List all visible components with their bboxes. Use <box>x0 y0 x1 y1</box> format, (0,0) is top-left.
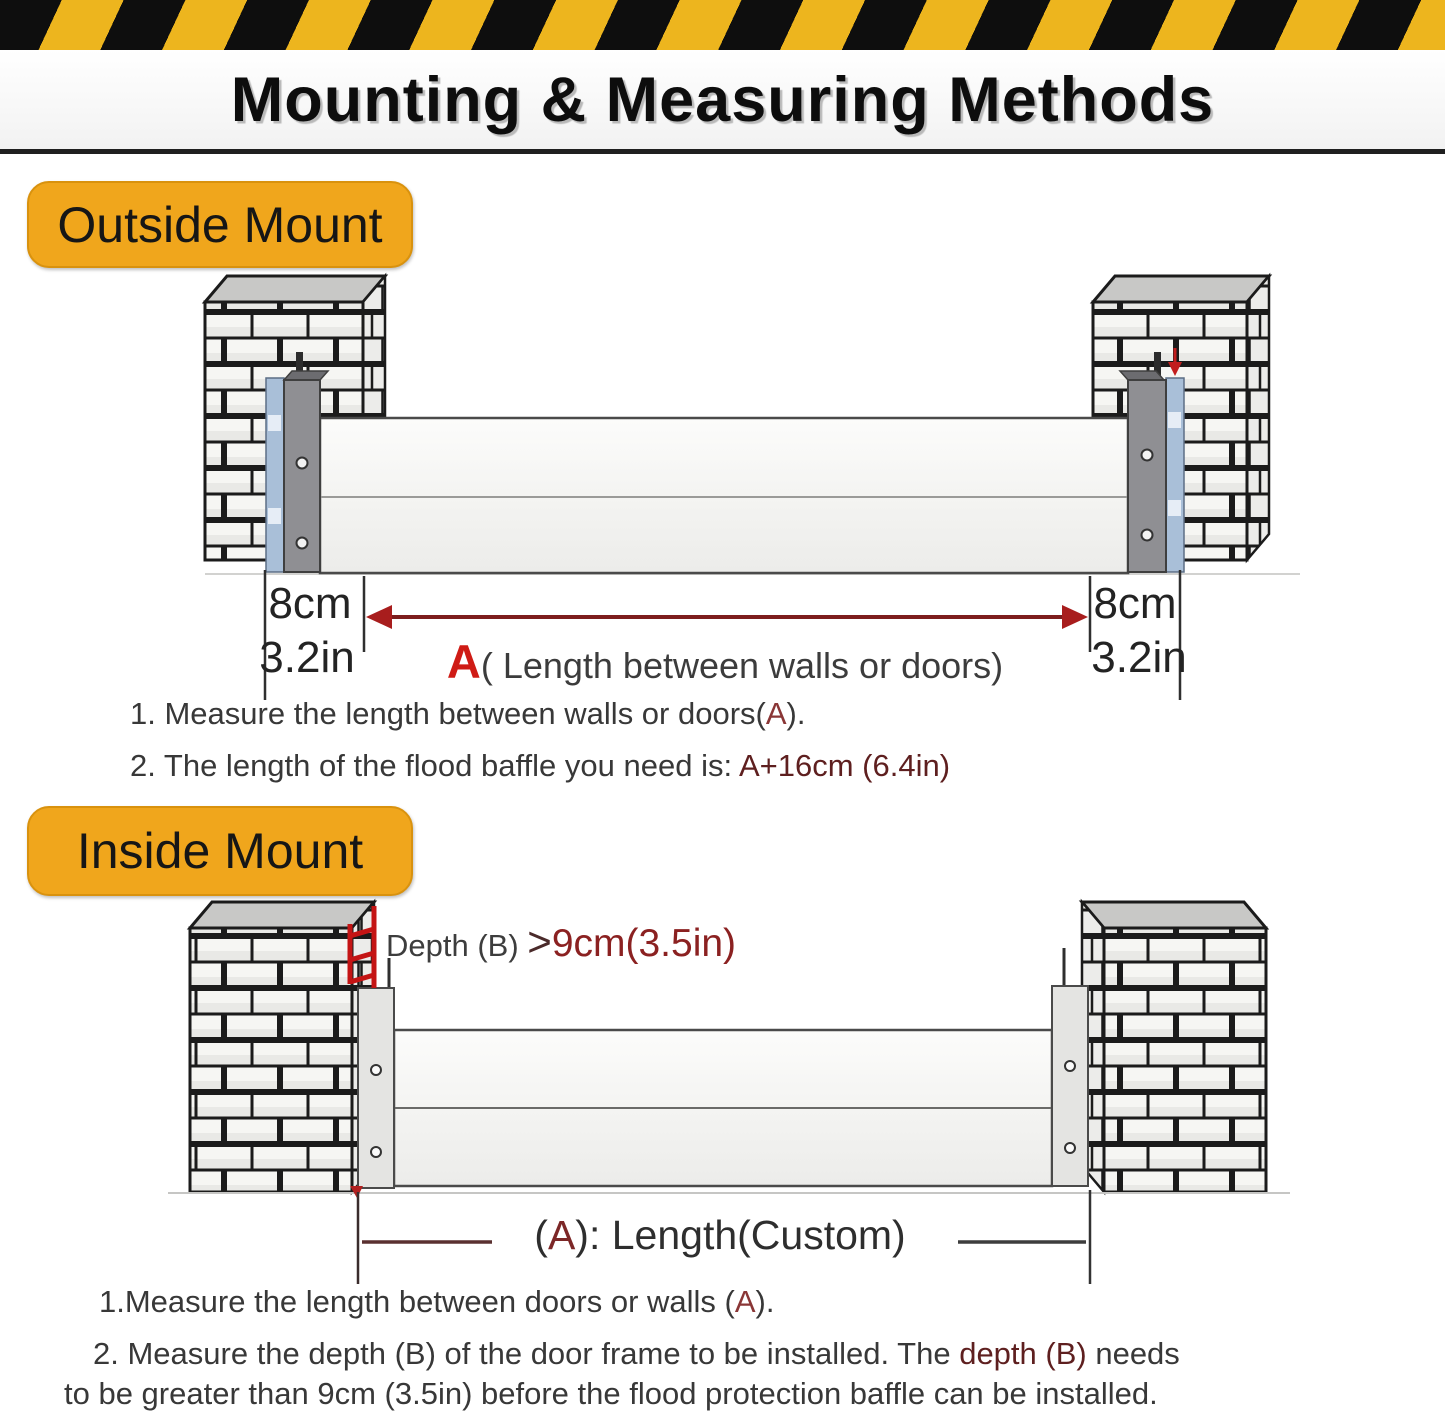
outside-step-1-text: 1. Measure the length between walls or doors( <box>130 696 766 731</box>
inside-mount-badge-label: Inside Mount <box>76 823 364 879</box>
screw-hole <box>1065 1061 1075 1071</box>
barrier-panel <box>320 418 1128 573</box>
screw-hole <box>297 458 308 469</box>
page-title: Mounting & Measuring Methods <box>230 64 1215 135</box>
outside-left-hardware <box>266 352 328 572</box>
screw-hole <box>1142 530 1153 541</box>
left-offset-inch: 3.2in <box>259 633 355 682</box>
pillar-front-brick-wall <box>1104 928 1266 1192</box>
left-offset-cm: 8cm <box>268 579 352 628</box>
inside-length-open: ( <box>534 1212 548 1258</box>
seal-strip-hole <box>1168 500 1181 516</box>
channel-top-cap <box>284 371 328 380</box>
inside-step-2-continued: to be greater than 9cm (3.5in) before the flood protection baffle can be installed. <box>64 1376 1158 1411</box>
outside-step-2-text: 2. The length of the flood baffle you need is: <box>130 748 739 783</box>
channel-top-cap <box>1120 371 1164 380</box>
outside-step-1-end: ). <box>786 696 806 731</box>
seal-strip-hole <box>268 415 281 431</box>
outside-step-2-formula: A+16cm (6.4in) <box>738 748 951 783</box>
outside-step-1 <box>130 696 805 732</box>
inside-left-pillar <box>190 902 374 1192</box>
flood-barrier-inside <box>394 1030 1052 1186</box>
inside-mount-badge <box>27 806 413 896</box>
outside-step-1-letter: A <box>765 696 787 731</box>
outside-step-2 <box>130 748 950 784</box>
pillar-top-face <box>1082 902 1266 928</box>
inside-step-2-highlight: depth (B) <box>959 1336 1087 1371</box>
screw-hole <box>371 1065 381 1075</box>
inside-length-letter: A <box>547 1212 576 1258</box>
length-span-text: ( Length between walls or doors) <box>480 645 1004 686</box>
inside-left-plate <box>358 958 394 1188</box>
depth-label-text: Depth (B) <box>386 928 528 963</box>
arrowhead-left-icon <box>366 605 392 629</box>
depth-requirement-label <box>386 918 736 966</box>
pillar-top-face <box>205 276 385 302</box>
screw-hole <box>297 538 308 549</box>
inside-step-2 <box>93 1336 1180 1372</box>
outside-right-hardware <box>1120 348 1184 572</box>
inside-step-1 <box>99 1284 774 1320</box>
seal-strip-blue <box>1166 378 1184 572</box>
inside-length-label <box>470 1212 970 1259</box>
greater-than-sign: > <box>527 918 552 965</box>
inside-step-1-letter: A <box>734 1284 756 1319</box>
flood-barrier-outside <box>320 418 1128 573</box>
length-span-label <box>380 634 1070 689</box>
pillar-front-brick-wall <box>190 928 352 1192</box>
screw-hole <box>1142 450 1153 461</box>
depth-label-value: 9cm(3.5in) <box>551 922 737 965</box>
inside-step-2-end: needs <box>1086 1336 1180 1371</box>
screw-hole <box>1065 1143 1075 1153</box>
pillar-side-face <box>1247 276 1269 560</box>
seal-strip-hole <box>1168 412 1181 428</box>
length-span-letter: A <box>446 635 481 688</box>
seal-strip-hole <box>268 508 281 524</box>
inside-step-1-text: 1.Measure the length between doors or walls ( <box>99 1284 735 1319</box>
pillar-top-face <box>190 902 374 928</box>
mounting-plate <box>1052 986 1088 1186</box>
outside-mount-badge-label: Outside Mount <box>57 196 383 253</box>
right-offset-cm: 8cm <box>1093 579 1177 628</box>
inside-length-text: ): Length(Custom) <box>575 1212 906 1258</box>
inside-right-pillar <box>1082 902 1266 1192</box>
inside-step-2-text: 2. Measure the depth (B) of the door frame to be installed. The <box>93 1336 960 1371</box>
mounting-channel <box>1128 380 1166 572</box>
seal-strip-blue <box>266 378 284 572</box>
screw-hole <box>371 1147 381 1157</box>
pillar-top-face <box>1093 276 1269 302</box>
inside-step-1-end: ). <box>755 1284 775 1319</box>
right-offset-inch: 3.2in <box>1091 633 1187 682</box>
outside-mount-badge <box>27 181 413 268</box>
